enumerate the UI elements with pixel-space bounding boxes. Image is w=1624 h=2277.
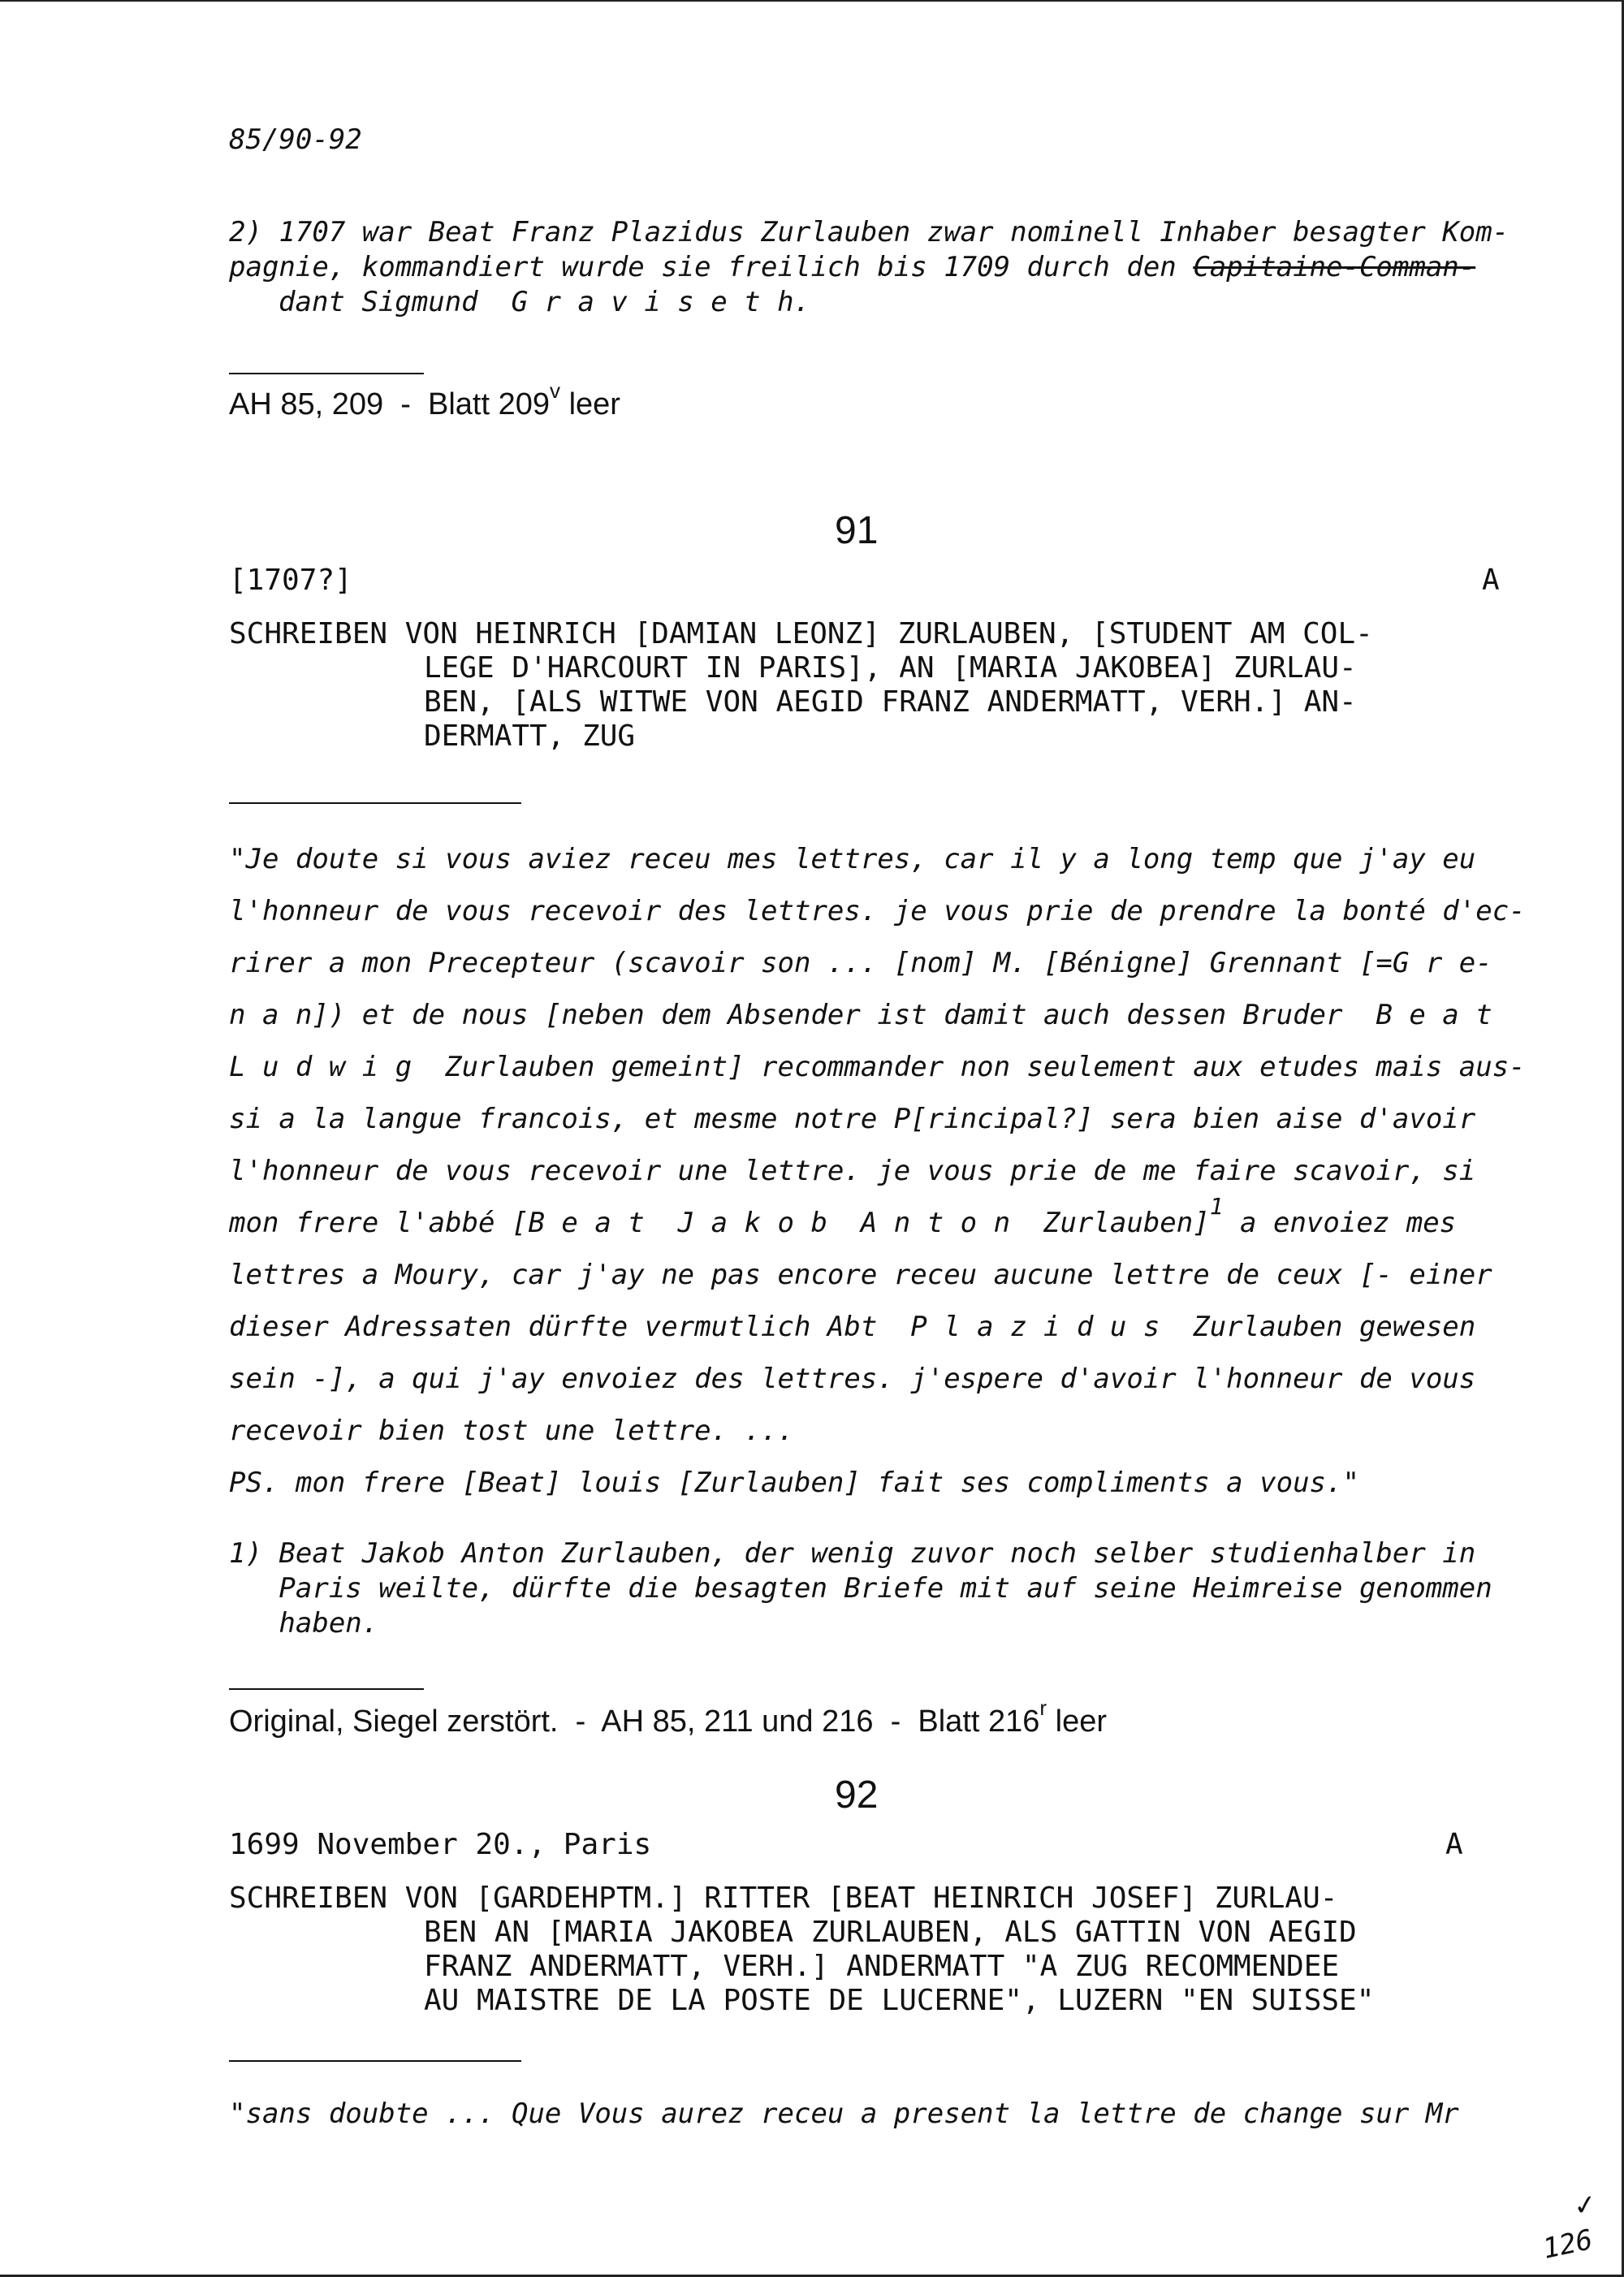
separator-rule — [229, 1688, 424, 1690]
letter-text-line: l'honneur de vous recevoir des lettres. je vous prie de prendre la bonté d'ec- — [229, 895, 1526, 927]
letter-text-line — [229, 1193, 1457, 1239]
prev-footnote-text: pagnie, kommandiert wurde sie freilich bis 1709 durch den — [229, 251, 1194, 283]
document-date: 1699 November 20., Paris — [229, 1828, 652, 1861]
document-title-line: BEN, [ALS WITWE VON AEGID FRANZ ANDERMATT, VERH.] AN- — [424, 685, 1357, 719]
letter-text: a envoiez mes — [1223, 1207, 1457, 1239]
document-title-line: FRANZ ANDERMATT, VERH.] ANDERMATT "A ZUG RECOMMENDEE — [424, 1950, 1340, 1983]
document-title-line: SCHREIBEN VON [GARDEHPTM.] RITTER [BEAT HEINRICH JOSEF] ZURLAU- — [229, 1882, 1338, 1915]
document-title-line: BEN AN [MARIA JAKOBEA ZURLAUBEN, ALS GATTIN VON AEGID — [424, 1916, 1357, 1949]
document-date: [1707?] — [229, 564, 352, 597]
separator-rule — [229, 802, 521, 804]
source-text: Original, Siegel zerstört. - AH 85, 211 und 216 - Blatt 216 — [229, 1705, 1040, 1739]
struck-text: Capitaine-Comman- — [1193, 251, 1476, 283]
page-number: 126 — [1540, 2223, 1596, 2266]
separator-rule — [229, 373, 424, 374]
source-note — [229, 1696, 1107, 1739]
letter-text-line: recevoir bien tost une lettre. ... — [229, 1415, 794, 1447]
letter-text-line: lettres a Moury, car j'ay ne pas encore receu aucune lettre de ceux [- einer — [229, 1259, 1492, 1291]
letter-text-line: sein -], a qui j'ay envoiez des lettres. j'espere d'avoir l'honneur de vous — [229, 1363, 1476, 1395]
footnote-line: 1) Beat Jakob Anton Zurlauben, der wenig zuvor noch selber studienhalber in — [229, 1537, 1476, 1570]
source-text-tail: leer — [1047, 1705, 1107, 1739]
letter-text-line: "Je doute si vous aviez receu mes lettres, car il y a long temp que j'ay eu — [229, 843, 1476, 875]
letter-text-line: n a n]) et de nous [neben dem Absender ist damit auch dessen Bruder B e a t — [229, 999, 1492, 1031]
source-text-tail: leer — [560, 387, 620, 421]
document-title-line: DERMATT, ZUG — [424, 719, 636, 753]
letter-text-line: si a la langue francois, et mesme notre P[rincipal?] sera bien aise d'avoir — [229, 1103, 1476, 1135]
prev-source-note — [229, 378, 620, 422]
footnote-line: Paris weilte, dürfte die besagten Briefe mit auf seine Heimreise genommen — [229, 1572, 1492, 1605]
document-title-line: LEGE D'HARCOURT IN PARIS], AN [MARIA JAKOBEA] ZURLAU- — [424, 651, 1357, 685]
document-reference: 85/90-92 — [229, 123, 362, 156]
letter-text-line: "sans doubte ... Que Vous aurez receu a present la lettre de change sur Mr — [229, 2098, 1459, 2130]
document-type: A — [1482, 564, 1500, 597]
source-text: AH 85, 209 - Blatt 209 — [229, 387, 551, 421]
document-title-line: SCHREIBEN VON HEINRICH [DAMIAN LEONZ] ZURLAUBEN, [STUDENT AM COL- — [229, 617, 1373, 650]
document-title-line: AU MAISTRE DE LA POSTE DE LUCERNE", LUZERN "EN SUISSE" — [424, 1984, 1375, 2017]
letter-text: mon frere l'abbé [B e a t J a k o b A n t o n Zurlauben] — [229, 1207, 1210, 1239]
separator-rule — [229, 2060, 521, 2062]
document-type: A — [1445, 1828, 1463, 1861]
document-number: 91 — [835, 509, 879, 552]
source-superscript: r — [1039, 1696, 1047, 1720]
source-superscript: v — [550, 378, 561, 403]
footnote-marker: 1 — [1209, 1193, 1224, 1220]
prev-footnote-line: dant Sigmund G r a v i s e t h. — [279, 286, 811, 318]
letter-text-line: L u d w i g Zurlauben gemeint] recommander non seulement aux etudes mais aus- — [229, 1051, 1526, 1083]
letter-text-line: l'honneur de vous recevoir une lettre. je vous prie de me faire scavoir, si — [229, 1155, 1476, 1187]
document-number: 92 — [835, 1774, 879, 1817]
prev-footnote-line: 2) 1707 war Beat Franz Plazidus Zurlauben zwar nominell Inhaber besagter Kom- — [229, 216, 1510, 248]
letter-text-line: rirer a mon Precepteur (scavoir son ... [nom] M. [Bénigne] Grennant [=G r e- — [229, 947, 1492, 979]
letter-text-line: dieser Adressaten dürfte vermutlich Abt P l a z i d u s Zurlauben gewesen — [229, 1311, 1476, 1343]
page-border-top — [0, 0, 1624, 2]
check-mark-icon: ✓ — [1571, 2188, 1600, 2223]
prev-footnote-line — [229, 251, 1475, 283]
letter-text-line: PS. mon frere [Beat] louis [Zurlauben] fait ses compliments a vous." — [229, 1467, 1359, 1499]
footnote-line: haben. — [229, 1607, 379, 1640]
